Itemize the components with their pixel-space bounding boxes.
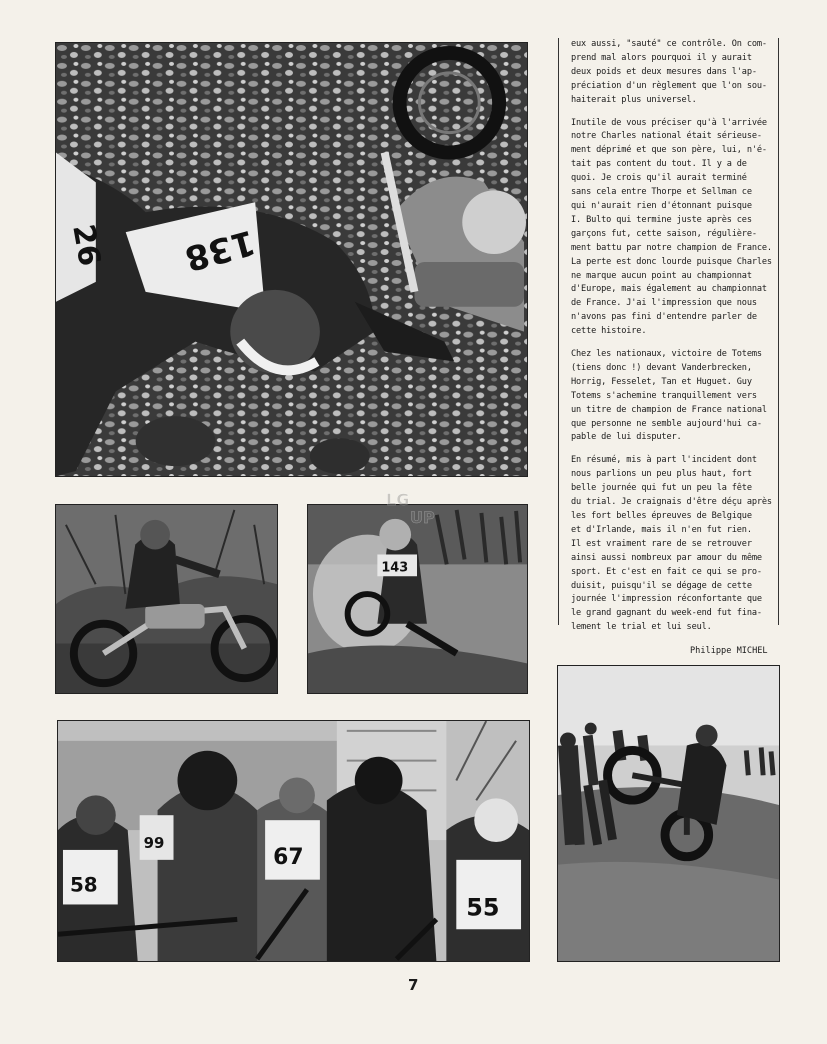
svg-text:LG: LG [386, 490, 410, 509]
svg-text:UP: UP [410, 508, 435, 527]
article-text-column [558, 38, 779, 633]
photo-rider-wheelie [557, 665, 780, 962]
photo-fallen-rider [55, 42, 528, 477]
photo-rider-in-mud [307, 504, 528, 694]
watermark-logo [380, 487, 460, 527]
photo-rider-on-bike [55, 504, 278, 694]
author-signature: Philippe MICHEL [690, 646, 768, 656]
article-paragraph-2: Inutile de vous préciser qu'à l'arrivée notre Charles national était sérieuse- ment déprimé et que son père, lui, n'é- tait pas content du tout. Il y a de quoi. Je crois qu'il aurait terminé sans cela entre Thorpe et Sellman ce qui n'aurait rien d'étonnant puisque I. Bulto qui termine juste après ces garçons fut, cette saison, régulière- ment battu par notre champion de France. La perte est donc lourde puisque Charles ne marque aucun point au championnat d'Europe, mais également au championnat de France. J'ai l'impression que nous n'avons pas fini d'entendre parler de cette histoire. [571, 117, 772, 337]
bib-number-58: 58 [69, 873, 98, 897]
bib-number-26: 26 [65, 221, 107, 269]
bib-number-99: 99 [143, 833, 165, 852]
photo-rider-in-mud-image [308, 505, 527, 693]
photo-rider-wheelie-image [558, 666, 779, 961]
bib-number-67: 67 [273, 844, 304, 870]
photo-fallen-rider-image [56, 43, 527, 476]
bib-number-55: 55 [466, 893, 500, 922]
article-paragraph-3: Chez les nationaux, victoire de Totems (tiens donc !) devant Vanderbrecken, Horrig, Fesselet, Tan et Huguet. Guy Totems s'achemine tranquillement vers un titre de champion de France national que personne ne semble aujourd'hui ca- pable de lui disputer. [571, 349, 767, 443]
article-paragraph-4: En résumé, mis à part l'incident dont nous parlions un peu plus haut, fort belle journée qui fut un peu la fête du trial. Je craignais d'être déçu après les fort belles épreuves de Belgique et d'Irlande, mais il n'en fut rien. Il est vraiment rare de se retrouver ainsi aussi nombreux par amour du même sport. Et c'est en fait ce qui se pro- duisit, puisqu'il se dégage de cette journée l'impression réconfortante que le grand gagnant du week-end fut fina- lement le trial et lui seul. [571, 455, 772, 633]
photo-rider-on-bike-image [56, 505, 277, 693]
article-paragraph-1: eux aussi, "sauté" ce contrôle. On com- prend mal alors pourquoi il y aurait deux poids et deux mesures dans l'ap- préciation d'un règlement que l'on sou- haiterait plus universel. [571, 39, 767, 105]
photo-riders-group-image [58, 721, 529, 961]
photo-riders-group [57, 720, 530, 962]
bib-number-138: 138 [180, 222, 260, 279]
page-number: 7 [408, 976, 419, 994]
bib-number-143: 143 [381, 560, 409, 576]
